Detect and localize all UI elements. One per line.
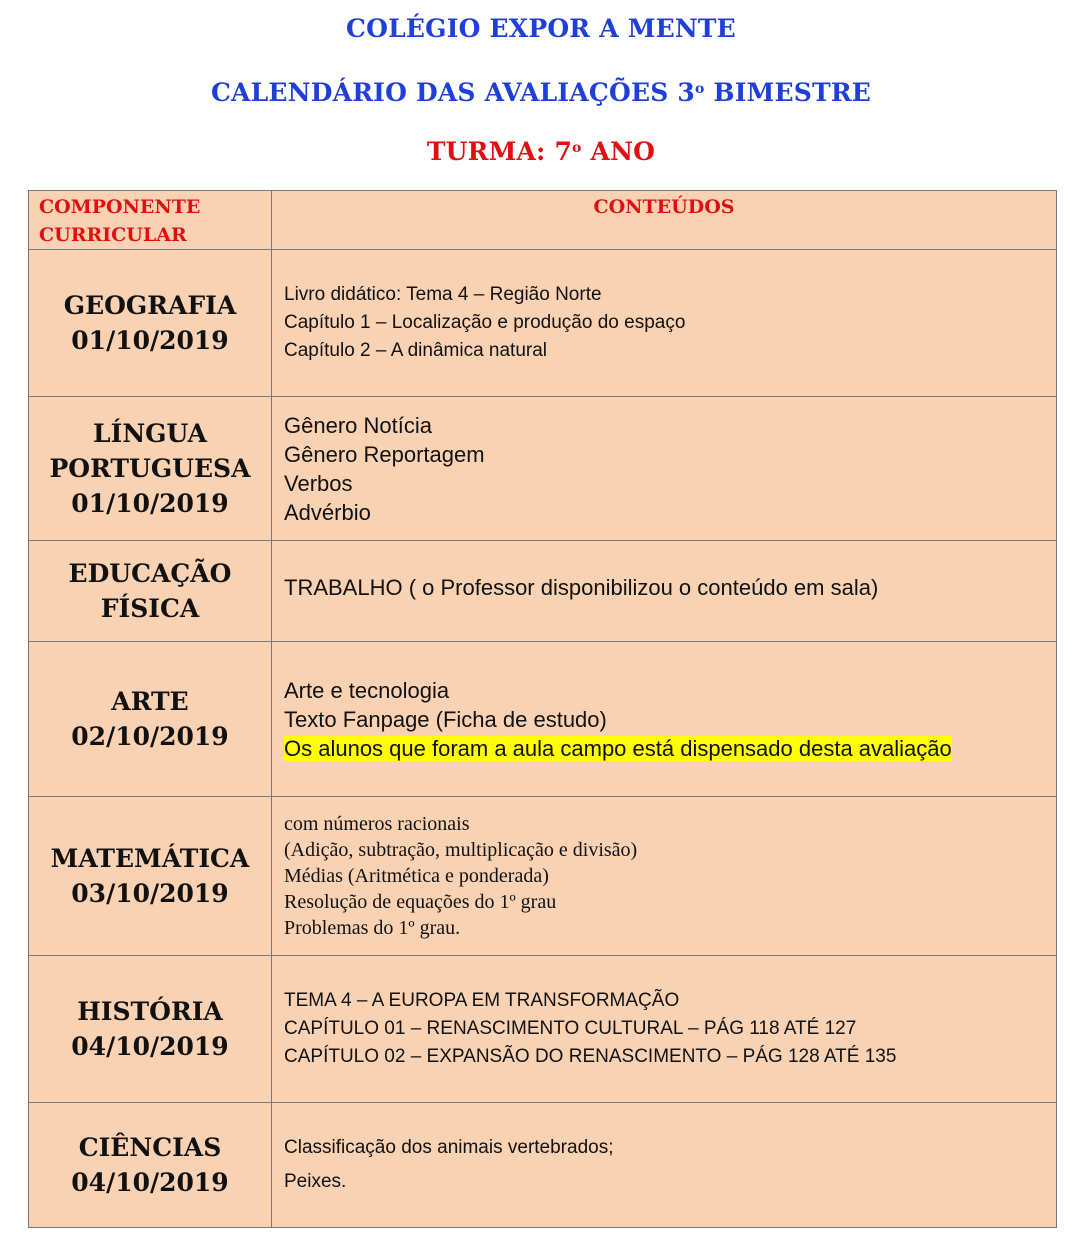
subject-name: LÍNGUA (93, 419, 207, 448)
contents-cell (272, 1103, 1057, 1228)
content-line: Classificação dos animais vertebrados; (284, 1137, 614, 1158)
contents-cell (272, 397, 1057, 541)
subject-name: PORTUGUESA (49, 454, 251, 483)
class-ordinal: o (572, 140, 582, 156)
content-line: Resolução de equações do 1º grau (284, 891, 557, 913)
column-header-contents: CONTEÚDOS (272, 191, 1057, 250)
contents-cell (272, 642, 1057, 797)
subject-cell (29, 397, 272, 541)
table-row (29, 797, 1057, 956)
contents-cell (272, 797, 1057, 956)
exam-date: 04/10/2019 (71, 1032, 229, 1061)
content-line: TEMA 4 – A EUROPA EM TRANSFORMAÇÃO (284, 990, 680, 1011)
table-row (29, 1103, 1057, 1228)
column-header-subject-line1: COMPONENTE (39, 196, 201, 218)
content-line: Arte e tecnologia (284, 677, 450, 703)
subject-cell (29, 956, 272, 1103)
subject-name: MATEMÁTICA (50, 844, 250, 873)
content-line: Peixes. (284, 1171, 347, 1192)
content-line: Livro didático: Tema 4 – Região Norte (284, 284, 602, 305)
table-header-row (29, 191, 1057, 250)
content-line: Capítulo 1 – Localização e produção do espaço (284, 312, 686, 333)
contents-cell (272, 541, 1057, 642)
content-line: com números racionais (284, 813, 470, 835)
class-title-suffix: ANO (581, 137, 656, 166)
subject-cell (29, 642, 272, 797)
content-line: (Adição, subtração, multiplicação e divisão) (284, 839, 638, 861)
class-title-prefix: TURMA: 7 (426, 137, 573, 166)
content-line: Problemas do 1º grau. (284, 917, 461, 939)
exam-date: 01/10/2019 (71, 489, 229, 518)
table-row (29, 642, 1057, 797)
contents-cell (272, 250, 1057, 397)
content-line: CAPÍTULO 01 – RENASCIMENTO CULTURAL – PÁG 118 ATÉ 127 (284, 1018, 857, 1039)
content-line: TRABALHO ( o Professor disponibilizou o conteúdo em sala) (284, 575, 879, 600)
subject-name: CIÊNCIAS (78, 1133, 222, 1162)
subject-cell (29, 250, 272, 397)
content-line: Gênero Reportagem (284, 441, 485, 467)
table-row (29, 250, 1057, 397)
column-header-subject (29, 191, 272, 250)
content-line: Advérbio (284, 499, 371, 525)
content-line: Gênero Notícia (284, 412, 432, 438)
table-row (29, 956, 1057, 1103)
highlighted-note-text: Os alunos que foram a aula campo está dispensado desta avaliação (284, 735, 952, 761)
contents-cell (272, 956, 1057, 1103)
exam-schedule-table (28, 190, 1057, 1228)
content-line: Verbos (284, 470, 353, 496)
subject-name: FÍSICA (100, 594, 200, 623)
exam-date: 01/10/2019 (71, 326, 229, 355)
exam-date: 04/10/2019 (71, 1168, 229, 1197)
subject-name: HISTÓRIA (77, 997, 223, 1026)
calendar-title-suffix: BIMESTRE (704, 78, 872, 107)
calendar-ordinal: o (694, 81, 705, 97)
content-line: Texto Fanpage (Ficha de estudo) (284, 706, 607, 732)
table-row (29, 541, 1057, 642)
exam-date: 02/10/2019 (71, 722, 229, 751)
calendar-title-prefix: CALENDÁRIO DAS AVALIAÇÕES 3 (210, 78, 695, 107)
calendar-title (0, 74, 1082, 108)
content-line: Capítulo 2 – A dinâmica natural (284, 340, 548, 361)
subject-name: GEOGRAFIA (63, 291, 237, 320)
exam-date: 03/10/2019 (71, 879, 229, 908)
school-title: COLÉGIO EXPOR A MENTE (346, 14, 736, 43)
subject-cell (29, 541, 272, 642)
content-line: Médias (Aritmética e ponderada) (284, 865, 549, 887)
subject-name: EDUCAÇÃO (68, 559, 232, 588)
content-line: CAPÍTULO 02 – EXPANSÃO DO RENASCIMENTO – PÁG 128 ATÉ 135 (284, 1046, 897, 1067)
subject-cell (29, 797, 272, 956)
subject-cell (29, 1103, 272, 1228)
table-row (29, 397, 1057, 541)
subject-name: ARTE (111, 687, 189, 716)
column-header-subject-line2: CURRICULAR (39, 224, 187, 246)
class-title (0, 133, 1082, 167)
highlighted-note (284, 734, 1056, 763)
